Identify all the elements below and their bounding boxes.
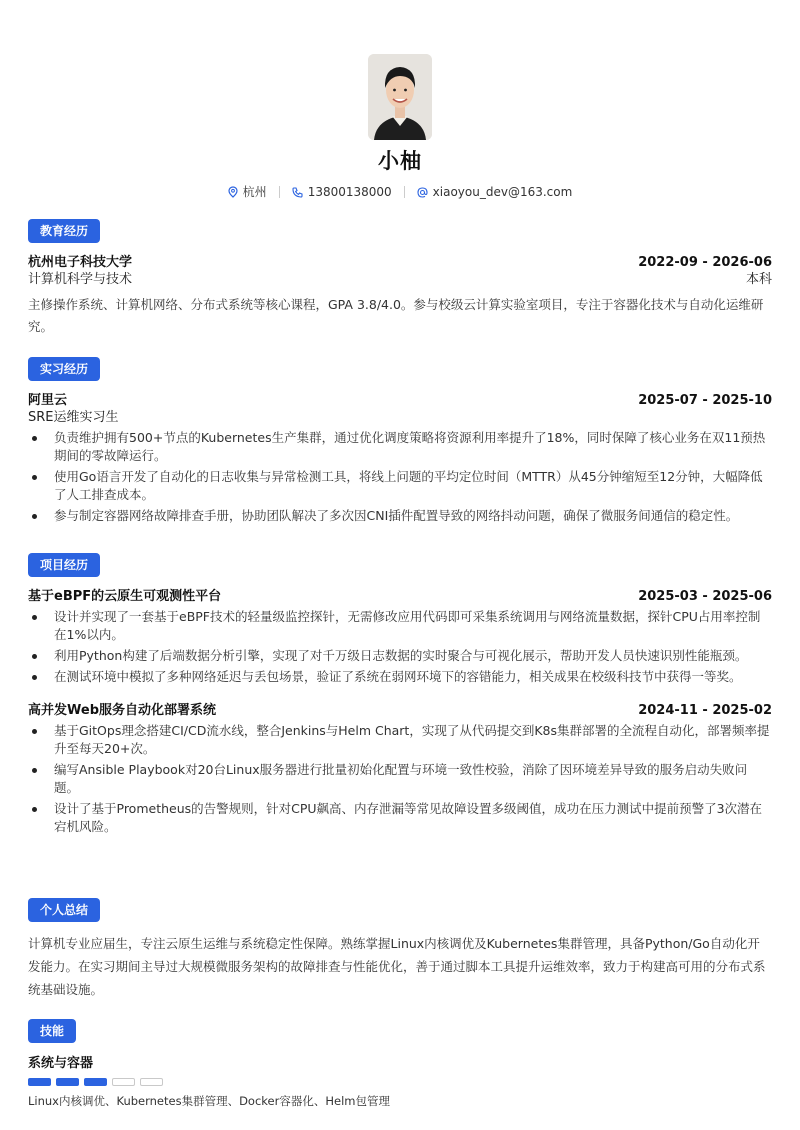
education-header (28, 254, 772, 271)
list-item: 参与制定容器网络故障排查手册，协助团队解决了多次因CNI插件配置导致的网络抖动问题，确保了微服务间通信的稳定性。 (28, 507, 772, 525)
internship-period: 2025-07 - 2025-10 (638, 393, 772, 408)
contact-phone (292, 184, 392, 200)
project-period: 2024-11 - 2025-02 (638, 703, 772, 718)
skill-level-segment-empty (112, 1078, 135, 1086)
degree: 本科 (745, 272, 772, 287)
email-text[interactable]: xiaoyou_dev@163.com (432, 185, 573, 199)
list-item: 编写Ansible Playbook对20台Linux服务器进行批量初始化配置与环境一致性校验，消除了因环境差异导致的服务启动失败问题。 (28, 761, 772, 797)
project-period: 2025-03 - 2025-06 (638, 589, 772, 604)
section-title-summary: 个人总结 (28, 898, 100, 922)
skill-level-segment-empty (140, 1078, 163, 1086)
summary-section (28, 898, 772, 1001)
list-item: 负责维护拥有500+节点的Kubernetes生产集群，通过优化调度策略将资源利用率提升了18%，同时保障了核心业务在双11预热期间的零故障运行。 (28, 429, 772, 465)
contact-info (28, 184, 772, 200)
project-bullets (28, 608, 772, 686)
contact-email[interactable] (417, 184, 573, 200)
section-title-skills: 技能 (28, 1019, 76, 1043)
contact-city (228, 184, 267, 200)
internship-bullets (28, 429, 772, 525)
divider (279, 186, 280, 198)
skill-level-segment-filled (84, 1078, 107, 1086)
company-name: 阿里云 (28, 393, 68, 408)
education-subline (28, 271, 772, 288)
profile-photo (368, 54, 432, 140)
project-header (28, 588, 772, 605)
skills-section (28, 1019, 772, 1109)
internship-header (28, 392, 772, 409)
list-item: 使用Go语言开发了自动化的日志收集与异常检测工具，将线上问题的平均定位时间（MTTR）从45分钟缩短至12分钟，大幅降低了人工排查成本。 (28, 468, 772, 504)
list-item: 设计并实现了一套基于eBPF技术的轻量级监控探针，无需修改应用代码即可采集系统调用与网络流量数据，探针CPU占用率控制在1%以内。 (28, 608, 772, 644)
section-title-projects: 项目经历 (28, 553, 100, 577)
project-name: 基于eBPF的云原生可观测性平台 (28, 589, 222, 604)
list-item: 设计了基于Prometheus的告警规则，针对CPU飙高、内存泄漏等常见故障设置多级阈值，成功在压力测试中提前预警了3次潜在宕机风险。 (28, 800, 772, 836)
school-name: 杭州电子科技大学 (28, 255, 133, 270)
list-item: 基于GitOps理念搭建CI/CD流水线，整合Jenkins与Helm Chart，实现了从代码提交到K8s集群部署的全流程自动化，部署频率提升至每天20+次。 (28, 722, 772, 758)
education-description: 主修操作系统、计算机网络、分布式系统等核心课程，GPA 3.8/4.0。参与校级云计算实验室项目，专注于容器化技术与自动化运维研究。 (28, 297, 764, 334)
skill-level-segment-filled (56, 1078, 79, 1086)
summary-text: 计算机专业应届生，专注云原生运维与系统稳定性保障。熟练掌握Linux内核调优及Kubernetes集群管理，具备Python/Go自动化开发能力。在实习期间主导过大规模微服务架构的故障排查与性能优化，善于通过脚本工具提升运维效率，致力于构建高可用的分布式系统基础设施。 (28, 936, 766, 997)
skill-level-segment-filled (28, 1078, 51, 1086)
candidate-name: 小柚 (378, 149, 422, 173)
skill-level-meter (28, 1078, 772, 1086)
project-name: 高并发Web服务自动化部署系统 (28, 703, 216, 718)
phone-icon (292, 187, 303, 198)
list-item: 利用Python构建了后端数据分析引擎，实现了对千万级日志数据的实时聚合与可视化展示，帮助开发人员快速识别性能瓶颈。 (28, 647, 772, 665)
section-title-education: 教育经历 (28, 219, 100, 243)
role-title: SRE运维实习生 (28, 410, 119, 425)
phone-text: 13800138000 (307, 185, 392, 199)
internship-section (28, 357, 772, 525)
projects-section (28, 553, 772, 836)
resume-header (28, 0, 772, 200)
location-icon (228, 186, 238, 198)
education-period: 2022-09 - 2026-06 (638, 255, 772, 270)
internship-role (28, 409, 772, 426)
project-bullets (28, 722, 772, 836)
education-section (28, 219, 772, 338)
project-header (28, 702, 772, 719)
section-title-internship: 实习经历 (28, 357, 100, 381)
skill-description: Linux内核调优、Kubernetes集群管理、Docker容器化、Helm包管理 (28, 1094, 390, 1108)
divider (404, 186, 405, 198)
major: 计算机科学与技术 (28, 272, 133, 287)
email-at-icon (417, 187, 428, 198)
city-text: 杭州 (242, 185, 267, 199)
skill-category: 系统与容器 (28, 1056, 94, 1071)
list-item: 在测试环境中模拟了多种网络延迟与丢包场景，验证了系统在弱网环境下的容错能力，相关成果在校级科技节中获得一等奖。 (28, 668, 772, 686)
